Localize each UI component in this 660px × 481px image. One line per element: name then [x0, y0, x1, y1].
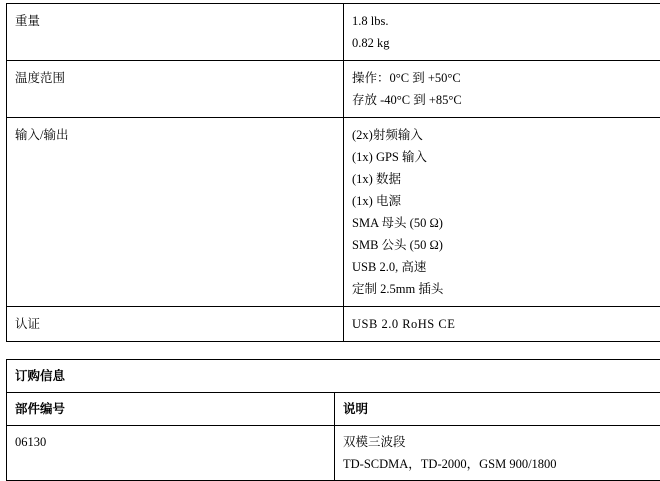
- spec-value-cell: [344, 4, 660, 61]
- spec-value-line: USB 2.0 RoHS CE: [352, 313, 660, 335]
- table-header-row: [7, 393, 660, 426]
- spec-value-line: (2x)射频输入: [352, 124, 660, 146]
- spec-label-cell: [7, 118, 344, 307]
- document-page: [0, 3, 660, 447]
- spec-value-cell: [344, 61, 660, 118]
- spec-value-line: 存放 -40°C 到 +85°C: [352, 89, 660, 111]
- column-header-description: 说明: [343, 398, 660, 420]
- spec-label: 重量: [15, 10, 343, 32]
- table-row: [7, 4, 660, 61]
- table-row: [7, 426, 660, 481]
- spec-value-line: 1.8 lbs.: [352, 10, 660, 32]
- description-line: TD-SCDMA，TD-2000，GSM 900/1800: [343, 453, 660, 475]
- spec-value-cell: [344, 118, 660, 307]
- part-number-cell: [7, 426, 335, 481]
- spec-value-line: SMA 母头 (50 Ω): [352, 212, 660, 234]
- part-number-value: 06130: [15, 431, 334, 453]
- ordering-title: 订购信息: [15, 365, 660, 387]
- spec-label: 认证: [15, 313, 343, 335]
- spec-label-cell: [7, 61, 344, 118]
- header-part-number-cell: [7, 393, 335, 426]
- spec-label-cell: [7, 4, 344, 61]
- spec-value-line: (1x) 数据: [352, 168, 660, 190]
- table-row: [7, 307, 660, 342]
- spec-value-line: 定制 2.5mm 插头: [352, 278, 660, 300]
- spec-label-cell: [7, 307, 344, 342]
- ordering-information-table: [6, 359, 660, 481]
- specifications-table: [6, 3, 660, 342]
- spec-value-line: 操作：0°C 到 +50°C: [352, 67, 660, 89]
- header-description-cell: [335, 393, 660, 426]
- spec-label: 温度范围: [15, 67, 343, 89]
- ordering-title-cell: [7, 360, 660, 393]
- description-cell: [335, 426, 660, 481]
- table-row: [7, 61, 660, 118]
- description-line: 双模三波段: [343, 431, 660, 453]
- spec-value-line: 0.82 kg: [352, 32, 660, 54]
- table-row: [7, 118, 660, 307]
- column-header-part-number: 部件编号: [15, 398, 334, 420]
- spec-value-line: SMB 公头 (50 Ω): [352, 234, 660, 256]
- spec-value-cell: [344, 307, 660, 342]
- spec-value-line: USB 2.0, 高速: [352, 256, 660, 278]
- spec-value-line: (1x) 电源: [352, 190, 660, 212]
- spec-label: 输入/输出: [15, 124, 343, 146]
- table-row: [7, 360, 660, 393]
- spec-value-line: (1x) GPS 输入: [352, 146, 660, 168]
